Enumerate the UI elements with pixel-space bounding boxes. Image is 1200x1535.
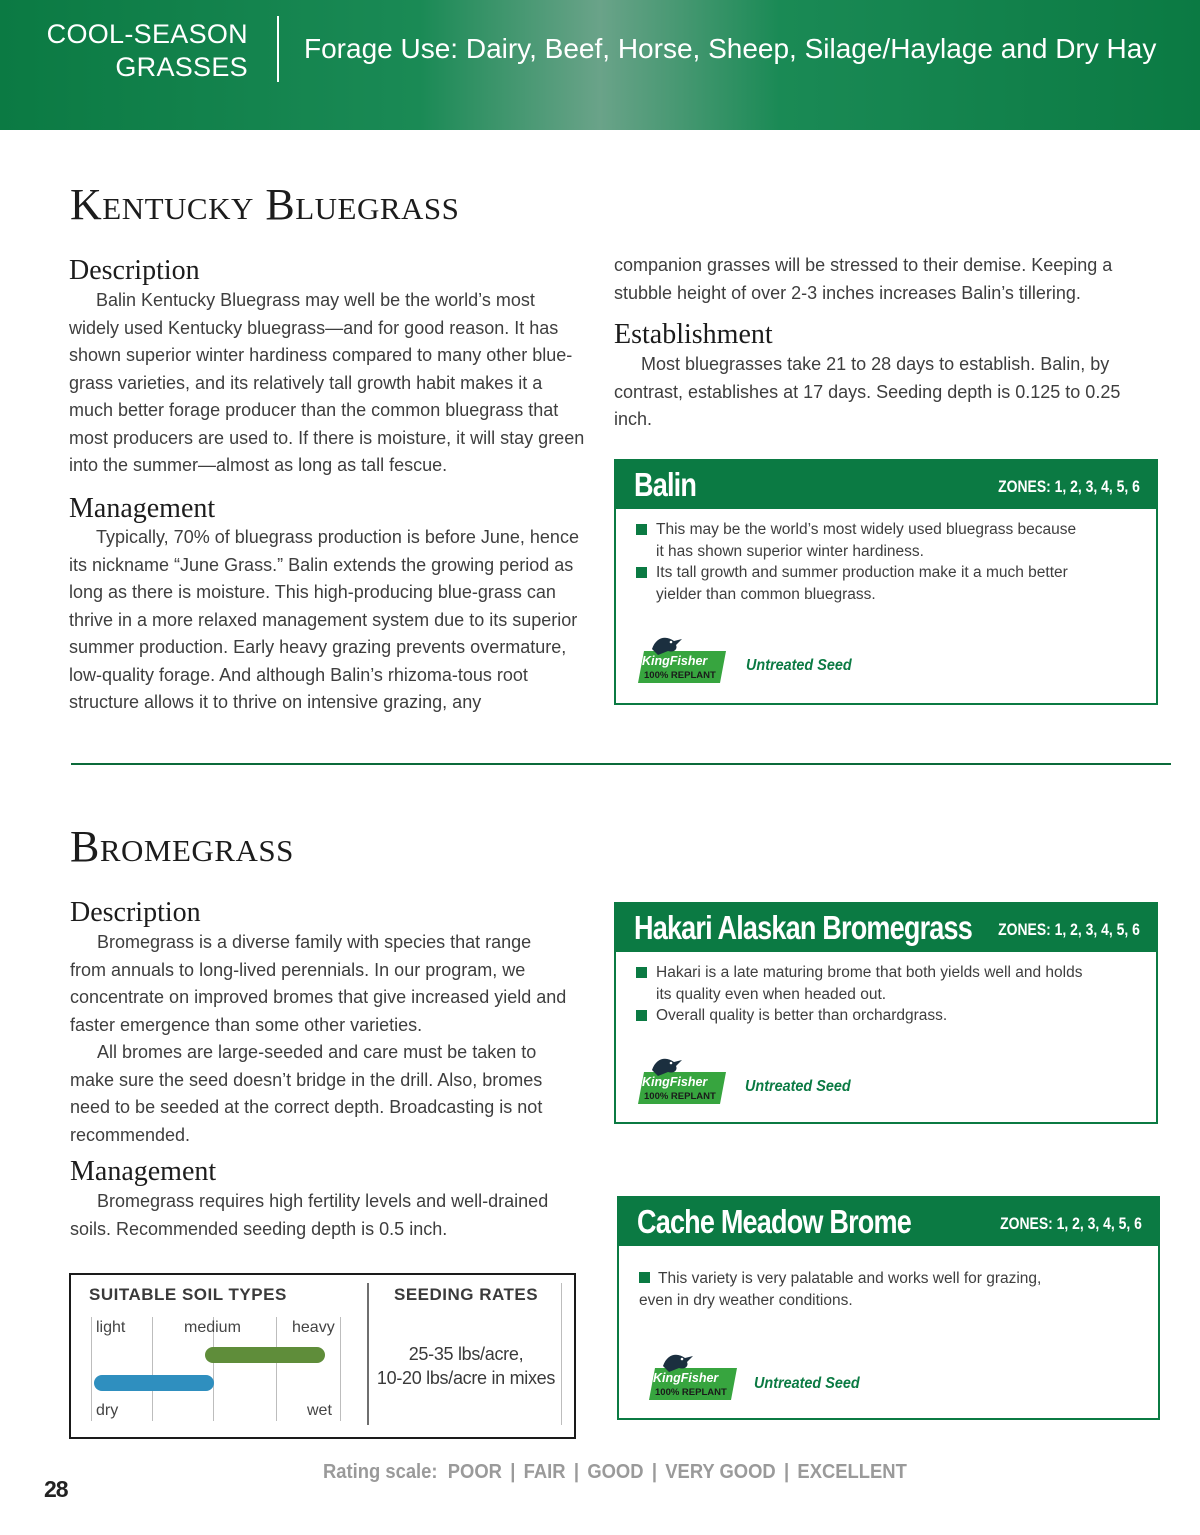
rating-level-fair: FAIR [523,1461,566,1483]
logo-subtitle: 100% REPLANT [655,1387,727,1398]
rating-level-poor: POOR [447,1461,502,1483]
rating-label: Rating scale: [323,1461,438,1483]
grid-line [276,1317,277,1421]
kentucky-establishment-heading: Establishment [614,319,773,350]
grid-line [561,1283,562,1425]
bullet-text: This variety is very palatable and works well for grazing, even in dry weather conditions. [639,1270,1042,1309]
soil-label-heavy: heavy [292,1319,335,1336]
logo-brand: KingFisher [642,654,708,668]
category-label [47,18,248,84]
grid-line [340,1317,341,1421]
seeding-rates-heading: SEEDING RATES [394,1285,539,1304]
section-divider [71,763,1171,765]
kentucky-establishment [614,351,1154,434]
bromegrass-description-heading: Description [70,897,201,928]
soil-types-heading: SUITABLE SOIL TYPES [89,1285,287,1304]
logo-brand: KingFisher [642,1075,708,1089]
rating-level-very-good: VERY GOOD [665,1461,776,1483]
kingfisher-logo [645,1352,737,1410]
kentucky-establishment-text: Most bluegrasses take 21 to 28 days to establish. Balin, by contrast, establishes at 17 days. Seeding depth is 0.125 to 0.25 inch. [614,354,1121,429]
grid-line [91,1317,92,1421]
product-header [616,461,1156,509]
kentucky-management-continued [614,252,1154,307]
seeding-rate-line2: 10-20 lbs/acre in mixes [376,1368,556,1388]
soil-seeding-table [69,1273,576,1439]
kentucky-description-text: Balin Kentucky Bluegrass may well be the world’s most widely used Kentucky bluegrass—and for good reason. It has shown superior winter hardiness compared to many other blue-grass varieties, and its relatively tall growth habit makes it a much better forage producer than the common bluegrass that most producers are used to. If there is moisture, it will stay green into the summer—almost as long as tall fescue. [69,290,585,475]
product-zones: ZONES: 1, 2, 3, 4, 5, 6 [998,920,1140,939]
page-number: 28 [44,1476,68,1502]
forage-use: Forage Use: Dairy, Beef, Horse, Sheep, Silage/Haylage and Dry Hay [304,33,1157,64]
kingfisher-logo [634,1056,726,1114]
product-name: Hakari Alaskan Bromegrass [634,909,972,946]
logo-brand: KingFisher [653,1371,719,1385]
logo-subtitle: 100% REPLANT [644,1091,716,1102]
header-divider [277,16,279,82]
bromegrass-description-p2: All bromes are large-seeded and care must be taken to make sure the seed doesn’t bridge in the drill. Also, bromes need to be seeded at the correct depth. Broadcasting is not recommended. [70,1042,543,1145]
category-line2: GRASSES [115,52,248,82]
product-header [616,904,1156,952]
bromegrass-description-p1: Bromegrass is a diverse family with species that range from annuals to long-lived perennials. In our program, we concentrate on improved bromes that give increased yield and faster emergence than some other varieties. [70,932,567,1035]
column-divider [367,1283,369,1425]
section-title-bromegrass: Bromegrass [70,822,294,871]
soil-moisture-range-bar [94,1375,214,1391]
header-banner [0,0,1200,130]
product-box-cache-meadow [617,1196,1160,1420]
product-name: Balin [634,466,697,503]
soil-texture-range-bar [205,1347,325,1363]
product-bullets [636,519,1086,605]
seed-type: Untreated Seed [746,657,852,674]
kentucky-description-heading: Description [69,255,200,286]
product-header [619,1198,1158,1246]
seeding-rate-line1: 25-35 lbs/acre, [408,1344,524,1364]
bullet-item: Overall quality is better than orchardgrass. [636,1005,1086,1027]
rating-level-excellent: EXCELLENT [797,1461,907,1483]
bromegrass-management-text: Bromegrass requires high fertility levels and well-drained soils. Recommended seeding depth is 0.5 inch. [70,1191,549,1239]
soil-label-medium: medium [184,1319,241,1336]
bullet-item: Hakari is a late maturing brome that both yields well and holds its quality even when headed out. [636,962,1086,1005]
grid-line [152,1317,153,1421]
product-box-balin [614,459,1158,705]
product-bullets [639,1268,1079,1311]
bromegrass-description [70,929,570,1149]
seed-type: Untreated Seed [745,1078,851,1095]
product-bullets [636,962,1086,1027]
kingfisher-logo [634,635,726,693]
seed-type: Untreated Seed [754,1375,860,1392]
bullet-item: Its tall growth and summer production make it a much better yielder than common bluegrass. [636,562,1086,605]
soil-label-light: light [96,1319,126,1336]
product-box-hakari [614,902,1158,1124]
soil-label-wet: wet [307,1402,332,1419]
logo-subtitle: 100% REPLANT [644,670,716,681]
bullet-item [639,1268,1079,1311]
bromegrass-management [70,1188,570,1243]
product-zones: ZONES: 1, 2, 3, 4, 5, 6 [998,477,1140,496]
kentucky-management-text: Typically, 70% of bluegrass production is before June, hence its nickname “June Grass.” Balin extends the growing period as long as there is moisture. This high-producing blue-grass can thrive in a more relaxed management system due to its superior summer production. Early heavy grazing prevents overmature, low-quality forage. And although Balin’s rhizoma-tous root structure allows it to thrive on intensive grazing, any [69,527,579,712]
rating-scale: Rating scale: POOR | FAIR | GOOD | VERY GOOD | EXCELLENT [323,1461,907,1483]
soil-label-dry: dry [96,1402,119,1419]
kentucky-management-heading: Management [69,493,216,524]
rating-level-good: GOOD [587,1461,644,1483]
category-line1: COOL-SEASON [46,19,248,49]
product-name: Cache Meadow Brome [637,1203,911,1240]
bullet-item: This may be the world’s most widely used bluegrass because it has shown superior winter hardiness. [636,519,1086,562]
product-zones: ZONES: 1, 2, 3, 4, 5, 6 [1000,1214,1142,1233]
bromegrass-management-heading: Management [70,1156,217,1187]
kentucky-management-continued-text: companion grasses will be stressed to their demise. Keeping a stubble height of over 2-3 inches increases Balin’s tillering. [614,255,1113,303]
kentucky-management [69,524,581,717]
bullet-square-icon [639,1272,650,1283]
section-title-kentucky: Kentucky Bluegrass [70,180,460,229]
kentucky-description [69,287,589,480]
